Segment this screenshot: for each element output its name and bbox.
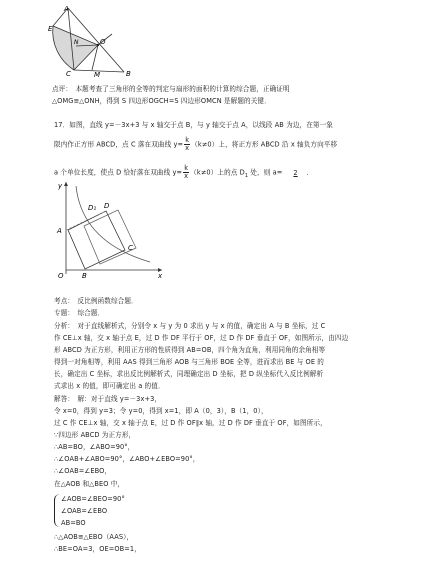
fraction-denominator-2: x [184, 172, 189, 180]
fig1-label-B: B [126, 70, 131, 78]
fraction-denominator: x [185, 144, 190, 152]
analysis-line-4: 得到一对角相等，利用 AAS 得到三角形 AOB 与三角形 BOE 全等，进而求出 BE 与 OE 的 [54, 358, 324, 366]
system-eq-3: AB=BO [61, 519, 86, 527]
fig2-label-D: D [104, 202, 110, 210]
fraction-numerator: k [185, 136, 190, 144]
fig1-label-M: M [94, 71, 101, 79]
system-eq-2: ∠OAB=∠EBO [61, 507, 108, 515]
step-line-6: ∴∠OAB=∠EBO， [54, 467, 112, 475]
step-line-5: ∴∠OAB+∠ABO=90°，∠ABO+∠EBO=90°， [54, 455, 200, 463]
analysis-line-6: 式求出 x 的值，即可确定出 a 的值． [54, 382, 165, 390]
problem-17-line-3-end: ． [306, 168, 314, 177]
fig2-label-B: B [82, 272, 87, 280]
fraction-k-over-x [184, 137, 190, 152]
problem-17-line-2-text-b: （k≠0）上，将正方形 ABCD 沿 x 轴负方向平移 [191, 140, 338, 149]
fig1-label-E: E [48, 25, 53, 33]
problem-17-line-2-text-a: 限内作正方形 ABCD，点 C 落在双曲线 y= [54, 140, 184, 149]
fig1-label-A: A [64, 5, 69, 13]
analysis-line-1: 分析： 对于直线解析式，分别令 x 与 y 为 0 求出 y 与 x 的值，确定出 A 与 B 坐标，过 C [54, 322, 326, 330]
conclusion-line-2: ∴BE=OA=3，OE=OB=1， [54, 545, 141, 553]
system-brace [54, 494, 60, 527]
fig2-label-O: O [58, 272, 64, 280]
analysis-line-2: 作 CE⊥x 轴，交 x 轴于点 E，过 D 作 DF 平行于 OF，过 D 作 DF 垂直于 OF，如图所示，由四边 [54, 334, 349, 342]
figure1-sector-shaded [53, 26, 98, 70]
fraction-numerator-2: k [184, 164, 189, 172]
problem-17-line-3-text-a: a 个单位长度，使点 D 恰好落在双曲线 y= [54, 168, 183, 177]
step-line-4: ∴AB=BO，∠ABO=90°， [54, 443, 135, 451]
analysis-line-3: 形 ABCD 为正方形，利用正方形的性质得到 AB=OB，四个角为直角，利用同角的余角相等 [54, 346, 326, 354]
problem-17-line-2 [54, 137, 337, 152]
fig1-label-N: N [74, 39, 79, 46]
fig2-label-x: x [158, 272, 163, 280]
step-line-3: ∵四边形 ABCD 为正方形， [54, 431, 136, 439]
analysis-line-5: 长，确定出 C 坐标，求出反比例解析式，同理确定出 D 坐标，把 D 纵坐标代入反比例解析 [54, 370, 324, 378]
step-line-7: 在△AOB 和△BEO 中， [54, 480, 125, 488]
subscript-1: 1 [244, 172, 249, 179]
fig1-label-O: O [100, 38, 106, 46]
fig2-label-C: C [128, 244, 133, 252]
fraction-k-over-x-2 [183, 165, 189, 180]
geometry-figure-sector [48, 4, 138, 80]
answer-blank: 2 [293, 168, 298, 177]
step-line-2: 过 C 作 CE⊥x 轴，交 x 轴于点 E，过 D 作 OF∥x 轴，过 D 作 DF 垂直于 OF，如图所示， [54, 419, 327, 427]
zhuanti-line: 专题： 综合题． [54, 309, 105, 317]
fig2-label-y: y [58, 182, 63, 190]
kaodian-line: 考点： 反比例函数综合题． [54, 297, 138, 305]
comment-line-2: △OMG≌△ONH，得到 S 四边形OGCH=S 四边形OMCN 是解题的关键． [52, 97, 271, 105]
problem-17-line-1: 17．如图，直线 y=－3x+3 与 x 轴交于点 B，与 y 轴交于点 A，以线段 AB 为边，在第一象 [54, 121, 333, 129]
fig2-label-A: A [57, 227, 62, 235]
comment-line-1: 点评： 本题考查了三角形的全等的判定与扇形的面积的计算的综合题，正确证明 [52, 85, 290, 93]
coordinate-figure-square-hyperbola [54, 178, 166, 280]
hyperbola-curve [76, 186, 150, 262]
fig1-label-C: C [66, 70, 71, 78]
answer-intro-line: 解答： 解：对于直线 y=－3x+3， [54, 395, 162, 403]
system-eq-1: ∠AOB=∠BEO=90° [61, 495, 125, 503]
conclusion-line-1: ∴△AOB≌△EBO（AAS）， [54, 533, 134, 541]
fig2-label-D1: D₁ [88, 204, 97, 212]
problem-17-line-3-text-c: 处，则 a= [248, 168, 283, 177]
step-line-1: 令 x=0，得到 y=3；令 y=0，得到 x=1，即 A（0，3），B（1，0）， [54, 407, 268, 415]
problem-17-line-3-text-b: （k≠0）上的点 D [190, 168, 245, 177]
